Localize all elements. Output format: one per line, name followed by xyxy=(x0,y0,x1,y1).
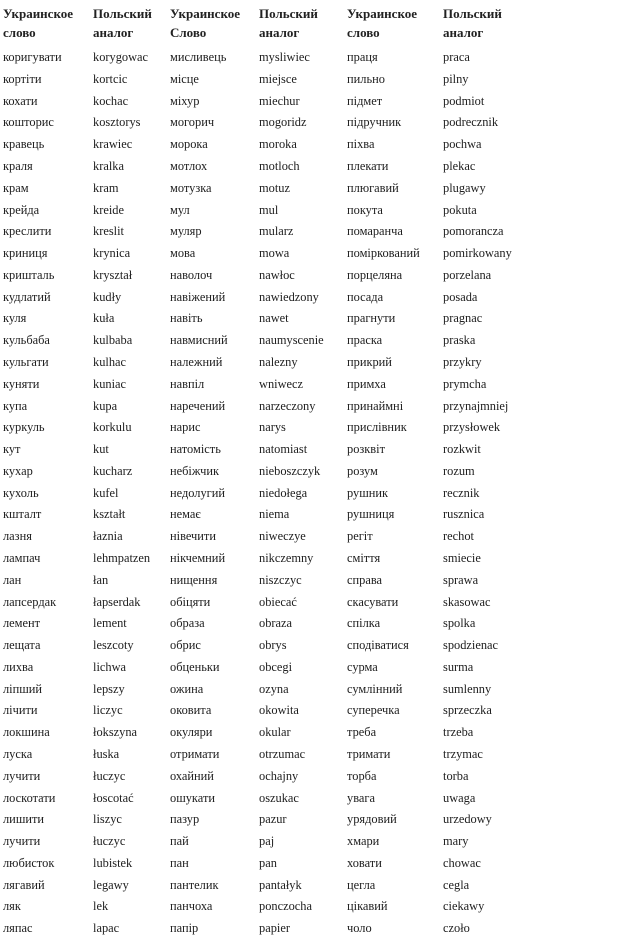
ukrainian-word-cell: спілка xyxy=(347,616,381,631)
ukrainian-word-cell: кравець xyxy=(3,137,45,152)
polish-analog-cell: łoscotać xyxy=(93,790,134,805)
ukrainian-word-cell: охайний xyxy=(170,768,214,783)
ukrainian-word-cell: цегла xyxy=(347,877,376,892)
ukrainian-word-cell: лещата xyxy=(3,638,41,653)
ukrainian-word-cell: розум xyxy=(347,463,378,478)
polish-analog-cell: surma xyxy=(443,659,474,674)
polish-analog-cell: motuz xyxy=(259,180,290,195)
ukrainian-word-cell: любисток xyxy=(3,855,55,870)
polish-analog-cell: nikczemny xyxy=(259,550,314,565)
polish-analog-cell: kuniac xyxy=(93,376,127,391)
ukrainian-word-cell: сподіватися xyxy=(347,638,409,653)
polish-analog-cell: nieboszczyk xyxy=(259,463,321,478)
ukrainian-word-cell: муляр xyxy=(170,224,202,239)
ukrainian-word-cell: морока xyxy=(170,137,208,152)
polish-analog-cell: kucharz xyxy=(93,463,133,478)
ukrainian-word-cell: піхва xyxy=(347,137,375,152)
ukrainian-word-cell: недолугий xyxy=(170,485,226,500)
polish-analog-cell: kształt xyxy=(93,507,126,522)
ukrainian-word-cell: праска xyxy=(347,333,383,348)
polish-analog-cell: torba xyxy=(443,768,469,783)
polish-analog-cell: lepszy xyxy=(93,681,125,696)
polish-analog-cell: mysliwiec xyxy=(259,50,310,64)
polish-analog-cell: podmiot xyxy=(443,93,485,108)
ukrainian-word-cell: місце xyxy=(170,71,199,86)
ukrainian-word-cell: принаймні xyxy=(347,398,404,413)
ukrainian-word-cell: немає xyxy=(170,507,201,522)
polish-analog-cell: trzeba xyxy=(443,725,474,740)
ukrainian-word-cell: лучити xyxy=(3,834,41,849)
ukrainian-word-cell: ошукати xyxy=(170,790,215,805)
polish-analog-cell: korygowac xyxy=(93,50,149,64)
polish-analog-cell: cegla xyxy=(443,877,470,892)
polish-analog-cell: moroka xyxy=(259,137,297,152)
ukrainian-word-cell: кортіти xyxy=(3,71,42,86)
ukrainian-word-cell: справа xyxy=(347,572,383,587)
polish-analog-cell: urzedowy xyxy=(443,812,492,827)
ukrainian-word-cell: мотузка xyxy=(170,180,212,195)
ukrainian-word-cell: рушниця xyxy=(347,507,395,522)
polish-analog-cell: smiecie xyxy=(443,550,481,565)
ukrainian-word-cell: куняти xyxy=(3,376,40,391)
ukrainian-word-cell: торба xyxy=(347,768,377,783)
polish-analog-cell: rozum xyxy=(443,463,475,478)
polish-analog-cell: plugawy xyxy=(443,180,486,195)
polish-analog-cell: liczyc xyxy=(93,703,123,718)
ukrainian-word-cell: нищення xyxy=(170,572,218,587)
ukrainian-word-cell: лемент xyxy=(3,616,41,631)
polish-analog-cell: przynajmniej xyxy=(443,398,509,413)
polish-analog-cell: okowita xyxy=(259,703,299,718)
ukrainian-word-cell: плюгавий xyxy=(347,180,399,195)
polish-analog-cell: przysłowek xyxy=(443,420,501,435)
polish-analog-cell: kufel xyxy=(93,485,119,500)
ukrainian-word-cell: кульбаба xyxy=(3,333,50,348)
polish-analog-cell: łaznia xyxy=(93,529,123,544)
ukrainian-word-cell: окуляри xyxy=(170,725,213,740)
polish-analog-cell: nawłoc xyxy=(259,267,295,282)
polish-analog-cell: kreslit xyxy=(93,224,124,239)
polish-analog-cell: czoło xyxy=(443,921,470,936)
polish-analog-cell: nawiedzony xyxy=(259,289,319,304)
polish-analog-cell: wniwecz xyxy=(259,376,304,391)
polish-analog-cell: niszczyc xyxy=(259,572,302,587)
polish-analog-cell: pragnac xyxy=(443,311,483,326)
polish-analog-cell: łuczyc xyxy=(93,834,126,849)
ukrainian-word-cell: куля xyxy=(3,311,27,326)
polish-analog-cell: kralka xyxy=(93,158,124,173)
ukrainian-word-cell: сміття xyxy=(347,550,381,565)
polish-analog-cell: korkulu xyxy=(93,420,132,435)
polish-analog-cell: niedołega xyxy=(259,485,308,500)
header-polish-analog-1: Польский аналог xyxy=(93,6,152,40)
polish-analog-cell: mary xyxy=(443,834,469,849)
ukrainian-word-cell: кут xyxy=(3,442,21,456)
ukrainian-word-cell: мотлох xyxy=(170,158,208,173)
polish-analog-cell: chowac xyxy=(443,855,481,870)
polish-analog-cell: spodzienac xyxy=(443,638,499,653)
ukrainian-word-cell: пантелик xyxy=(170,877,219,892)
ukrainian-word-cell: обрис xyxy=(170,638,201,653)
ukrainian-word-cell: могорич xyxy=(170,115,215,130)
ukrainian-word-cell: кудлатий xyxy=(3,289,51,304)
ukrainian-word-cell: треба xyxy=(347,725,377,740)
ukrainian-word-cell: цікавий xyxy=(347,899,388,914)
ukrainian-word-cell: коригувати xyxy=(3,50,62,64)
ukrainian-word-cell: сумлінний xyxy=(347,681,403,696)
polish-analog-cell: kryształ xyxy=(93,267,133,282)
ukrainian-word-cell: панчоха xyxy=(170,899,213,914)
polish-analog-cell: uwaga xyxy=(443,790,476,805)
header-polish-analog-2: Польский аналог xyxy=(259,6,318,40)
ukrainian-word-cell: небіжчик xyxy=(170,463,220,478)
polish-analog-cell: papier xyxy=(259,921,290,936)
polish-analog-cell: pomorancza xyxy=(443,224,504,239)
ukrainian-word-cell: суперечка xyxy=(347,703,400,718)
polish-analog-cell: mogoridz xyxy=(259,115,307,130)
polish-analog-cell: lehmpatzen xyxy=(93,550,151,565)
polish-analog-cell: oszukac xyxy=(259,790,299,805)
ukrainian-word-cell: ховати xyxy=(347,855,382,870)
polish-analog-cell: kosztorys xyxy=(93,115,141,130)
ukrainian-word-cell: мул xyxy=(170,202,190,217)
header-ukrainian-word-2: Украинское Слово xyxy=(170,6,241,40)
polish-analog-cell: obraza xyxy=(259,616,293,631)
ukrainian-word-cell: урядовий xyxy=(347,812,397,827)
polish-analog-cell: niema xyxy=(259,507,290,522)
ukrainian-word-cell: ляпас xyxy=(3,921,33,936)
ukrainian-word-cell: навіжений xyxy=(170,289,226,304)
ukrainian-word-cell: луска xyxy=(3,747,33,761)
ukrainian-word-cell: краля xyxy=(3,158,33,173)
ukrainian-word-cell: примха xyxy=(347,376,386,391)
ukrainian-word-cell: регіт xyxy=(347,529,373,544)
ukrainian-word-cell: папір xyxy=(170,921,199,936)
ukrainian-word-cell: навмисний xyxy=(170,333,228,348)
ukrainian-word-cell: натомість xyxy=(170,442,221,456)
ukrainian-word-cell: криниця xyxy=(3,246,48,260)
polish-analog-cell: podrecznik xyxy=(443,115,499,130)
ukrainian-word-cell: лапсердак xyxy=(3,594,57,609)
polish-analog-cell: mul xyxy=(259,202,279,217)
header-ukrainian-word-3: Украинское слово xyxy=(347,6,418,40)
ukrainian-word-cell: нівечити xyxy=(170,529,216,544)
ukrainian-word-cell: навпіл xyxy=(170,376,205,391)
polish-analog-cell: naumyscenie xyxy=(259,333,324,348)
polish-analog-cell: rozkwit xyxy=(443,442,481,456)
polish-analog-cell: legawy xyxy=(93,877,129,892)
polish-analog-cell: krynica xyxy=(93,246,131,260)
polish-analog-cell: kut xyxy=(93,442,109,456)
ukrainian-word-cell: кухар xyxy=(3,463,33,478)
polish-analog-cell: pazur xyxy=(259,812,287,827)
ukrainian-word-cell: пазур xyxy=(170,812,200,827)
polish-analog-cell: porzelana xyxy=(443,267,492,282)
polish-analog-cell: natomiast xyxy=(259,442,308,456)
ukrainian-word-cell: прикрий xyxy=(347,354,392,369)
ukrainian-word-cell: кохати xyxy=(3,93,38,108)
polish-analog-cell: niweczye xyxy=(259,529,306,544)
ukrainian-word-cell: лазня xyxy=(3,529,32,544)
ukrainian-word-cell: отримати xyxy=(170,747,220,761)
polish-analog-cell: okular xyxy=(259,725,291,740)
ukrainian-word-cell: рушник xyxy=(347,485,389,500)
polish-analog-cell: narys xyxy=(259,420,286,435)
polish-analog-cell: miechur xyxy=(259,93,300,108)
header-polish-analog-3: Польский аналог xyxy=(443,6,502,40)
ukrainian-word-cell: крам xyxy=(3,180,29,195)
polish-analog-cell: lubistek xyxy=(93,855,133,870)
polish-analog-cell: trzymac xyxy=(443,747,483,761)
ukrainian-word-cell: ляк xyxy=(3,899,21,914)
ukrainian-word-cell: обценьки xyxy=(170,659,220,674)
polish-analog-cell: otrzumac xyxy=(259,747,306,761)
polish-analog-cell: pokuta xyxy=(443,202,477,217)
ukrainian-word-cell: увага xyxy=(347,790,375,805)
ukrainian-word-cell: кульгати xyxy=(3,354,49,369)
ukrainian-word-cell: чоло xyxy=(347,921,372,936)
ukrainian-word-cell: плекати xyxy=(347,158,389,173)
polish-analog-cell: praca xyxy=(443,50,470,64)
polish-analog-cell: mularz xyxy=(259,224,294,239)
polish-analog-cell: ochajny xyxy=(259,768,299,783)
polish-analog-cell: nawet xyxy=(259,311,289,326)
ukrainian-word-cell: посада xyxy=(347,289,384,304)
polish-analog-cell: plekac xyxy=(443,158,476,173)
ukrainian-word-cell: скасувати xyxy=(347,594,399,609)
polish-analog-cell: kochac xyxy=(93,93,129,108)
polish-analog-cell: łuczyc xyxy=(93,768,126,783)
polish-analog-cell: kulhac xyxy=(93,354,127,369)
polish-analog-cell: leszcoty xyxy=(93,638,134,653)
polish-analog-cell: nalezny xyxy=(259,354,298,369)
polish-analog-cell: obcegi xyxy=(259,659,293,674)
ukrainian-word-cell: лучити xyxy=(3,768,41,783)
polish-analog-cell: łuska xyxy=(93,747,120,761)
polish-analog-cell: sprzeczka xyxy=(443,703,492,718)
polish-analog-cell: kortcic xyxy=(93,71,128,86)
polish-analog-cell: przykry xyxy=(443,354,482,369)
ukrainian-word-cell: мова xyxy=(170,246,196,260)
ukrainian-word-cell: кшталт xyxy=(3,507,42,522)
polish-analog-cell: skasowac xyxy=(443,594,491,609)
ukrainian-word-cell: тримати xyxy=(347,747,391,761)
ukrainian-word-cell: прислівник xyxy=(347,420,407,435)
ukrainian-word-cell: купа xyxy=(3,398,28,413)
ukrainian-word-cell: куркуль xyxy=(3,420,45,435)
ukrainian-word-cell: оковита xyxy=(170,703,212,718)
ukrainian-word-cell: праця xyxy=(347,50,378,64)
ukrainian-word-cell: кошторис xyxy=(3,115,54,130)
polish-analog-cell: miejsce xyxy=(259,71,297,86)
polish-analog-cell: rusznica xyxy=(443,507,485,522)
polish-analog-cell: pan xyxy=(259,855,277,870)
ukrainian-word-cell: лишити xyxy=(3,812,45,827)
polish-analog-cell: łan xyxy=(93,572,109,587)
ukrainian-word-cell: сурма xyxy=(347,659,378,674)
ukrainian-word-cell: крейда xyxy=(3,202,40,217)
header-ukrainian-word-1: Украинское слово xyxy=(3,6,74,40)
ukrainian-word-cell: міхур xyxy=(170,93,200,108)
polish-analog-cell: ozyna xyxy=(259,681,289,696)
ukrainian-word-cell: пильно xyxy=(347,71,385,86)
polish-analog-cell: mowa xyxy=(259,246,290,260)
polish-analog-cell: lement xyxy=(93,616,127,631)
ukrainian-word-cell: помаранча xyxy=(347,224,403,239)
ukrainian-word-cell: лихва xyxy=(3,659,34,674)
ukrainian-word-cell: порцеляна xyxy=(347,267,403,282)
ukrainian-word-cell: прагнути xyxy=(347,311,396,326)
polish-analog-cell: kuła xyxy=(93,311,115,326)
polish-analog-cell: pochwa xyxy=(443,137,482,152)
polish-analog-cell: obrys xyxy=(259,638,287,653)
polish-analog-cell: liszyc xyxy=(93,812,122,827)
polish-analog-cell: narzeczony xyxy=(259,398,316,413)
polish-analog-cell: pantałyk xyxy=(259,877,302,892)
ukrainian-word-cell: навіть xyxy=(170,311,203,326)
polish-analog-cell: sprawa xyxy=(443,572,479,587)
polish-analog-cell: łapserdak xyxy=(93,594,141,609)
polish-analog-cell: prymcha xyxy=(443,376,487,391)
ukrainian-word-cell: креслити xyxy=(3,224,52,239)
polish-analog-cell: łokszyna xyxy=(93,725,138,740)
ukrainian-word-cell: наречений xyxy=(170,398,226,413)
ukrainian-word-cell: підмет xyxy=(347,93,383,108)
ukrainian-word-cell: поміркований xyxy=(347,246,420,260)
ukrainian-word-cell: підручник xyxy=(347,115,402,130)
ukrainian-word-cell: лічити xyxy=(3,703,38,718)
polish-analog-cell: kulbaba xyxy=(93,333,133,348)
ukrainian-word-cell: наволоч xyxy=(170,267,213,282)
polish-analog-cell: kudły xyxy=(93,289,122,304)
ukrainian-word-cell: лан xyxy=(3,572,22,587)
ukrainian-word-cell: хмари xyxy=(347,834,380,849)
polish-analog-cell: motloch xyxy=(259,158,300,173)
ukrainian-word-cell: лампач xyxy=(3,550,41,565)
polish-analog-cell: lapac xyxy=(93,921,120,936)
ukrainian-word-cell: обіцяти xyxy=(170,594,211,609)
polish-analog-cell: ciekawy xyxy=(443,899,485,914)
polish-analog-cell: paj xyxy=(259,834,275,849)
polish-analog-cell: spolka xyxy=(443,616,476,631)
ukrainian-word-cell: ліпший xyxy=(3,681,43,696)
polish-analog-cell: krawiec xyxy=(93,137,133,152)
polish-analog-cell: lek xyxy=(93,899,109,914)
ukrainian-word-cell: образа xyxy=(170,616,205,631)
polish-analog-cell: pilny xyxy=(443,71,469,86)
ukrainian-word-cell: належний xyxy=(170,354,223,369)
polish-analog-cell: kreide xyxy=(93,202,124,217)
polish-analog-cell: posada xyxy=(443,289,478,304)
ukrainian-word-cell: покута xyxy=(347,202,383,217)
ukrainian-word-cell: мисливець xyxy=(170,50,227,64)
polish-analog-cell: ponczocha xyxy=(259,899,312,914)
ukrainian-word-cell: нікчемний xyxy=(170,550,226,565)
polish-analog-cell: pomirkowany xyxy=(443,246,512,260)
ukrainian-word-cell: пай xyxy=(170,834,189,849)
polish-analog-cell: kupa xyxy=(93,398,118,413)
polish-analog-cell: rechot xyxy=(443,529,474,544)
polish-analog-cell: praska xyxy=(443,333,476,348)
ukrainian-word-cell: локшина xyxy=(3,725,50,740)
ukrainian-word-cell: кришталь xyxy=(3,267,55,282)
ukrainian-word-cell: пан xyxy=(170,855,189,870)
ukrainian-word-cell: кухоль xyxy=(3,485,39,500)
ukrainian-word-cell: ожина xyxy=(170,681,204,696)
ukrainian-word-cell: нарис xyxy=(170,420,201,435)
ukrainian-word-cell: лоскотати xyxy=(3,790,56,805)
polish-analog-cell: sumlenny xyxy=(443,681,492,696)
ukrainian-word-cell: лягавий xyxy=(3,877,45,892)
polish-analog-cell: obiecać xyxy=(259,594,297,609)
polish-analog-cell: kram xyxy=(93,180,119,195)
polish-analog-cell: recznik xyxy=(443,485,480,500)
ukrainian-word-cell: розквіт xyxy=(347,442,386,456)
polish-analog-cell: lichwa xyxy=(93,659,127,674)
